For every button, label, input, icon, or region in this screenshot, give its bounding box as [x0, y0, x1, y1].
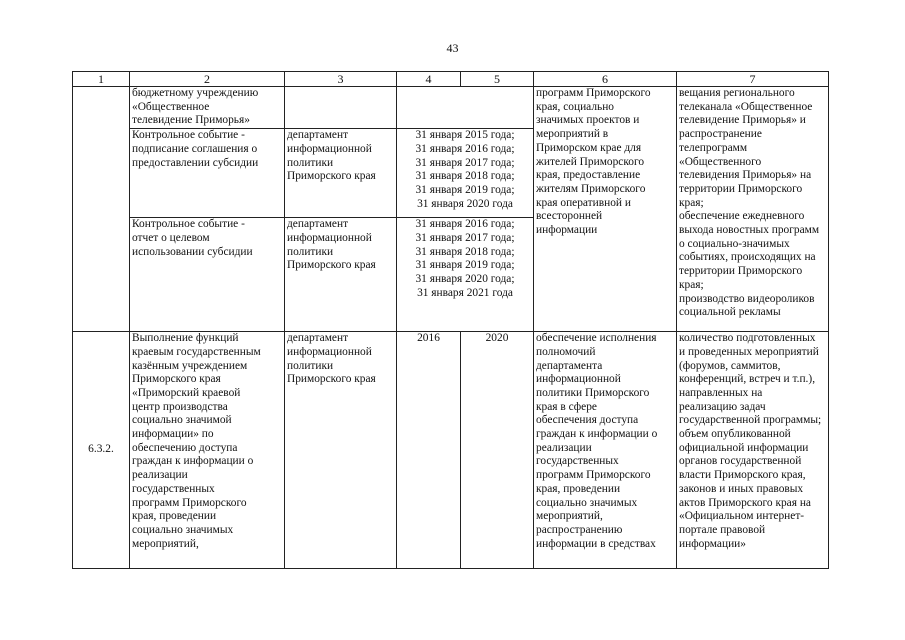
header-col-5: 5 [461, 72, 534, 87]
text-line: Приморском крае для [536, 141, 642, 154]
text-line: «Приморский краевой [132, 386, 241, 399]
text-line: Приморского края [287, 170, 376, 183]
cell-indicators [677, 87, 829, 332]
text-line: политики [287, 156, 334, 169]
text-line: «Общественное [132, 100, 210, 113]
text-line: Контрольное событие - [132, 218, 245, 231]
text-line: направленных на [679, 386, 763, 399]
text-line: жителей Приморского [536, 155, 645, 168]
text-line: департамента [536, 359, 603, 372]
text-line: информации» [679, 537, 746, 550]
cell-measure [130, 332, 285, 569]
text-line: 31 января 2017 года; [415, 156, 515, 169]
text-line: обеспечение ежедневного [679, 210, 805, 223]
text-line: власти Приморского края, [679, 469, 806, 482]
text-line: 31 января 2018 года; [415, 245, 515, 258]
cell-result [534, 87, 677, 332]
text-line: информационной [287, 231, 372, 244]
text-line: территории Приморского [679, 182, 803, 195]
text-line: края; [679, 196, 704, 209]
text-line: 31 января 2020 года; [415, 272, 515, 285]
text-line: Приморского края [287, 373, 376, 386]
text-line: портале правовой [679, 523, 766, 536]
text-line: информации» по [132, 428, 214, 441]
text-line: политики [287, 359, 334, 372]
page-number: 43 [446, 41, 459, 55]
text-line: государственных [536, 455, 619, 468]
cell-measure [130, 129, 285, 218]
text-line: производство видеороликов [679, 292, 815, 305]
text-line: края; [679, 278, 704, 291]
header-col-4: 4 [397, 72, 461, 87]
cell-measure [130, 87, 285, 129]
text-line: актов Приморского края на [679, 496, 811, 509]
text-line: края в сфере [536, 400, 597, 413]
text-line: граждан к информации о [536, 428, 658, 441]
text-line: департамент [287, 218, 349, 231]
text-line: телевидения Приморья» на [679, 169, 812, 182]
text-line: обеспечению доступа [132, 441, 238, 454]
text-line: 31 января 2018 года; [415, 170, 515, 183]
text-line: событиях, происходящих на [679, 251, 816, 264]
text-line: социальной рекламы [679, 306, 781, 319]
text-line: информационной [287, 345, 372, 358]
text-line: территории Приморского [679, 265, 803, 278]
text-line: распространение [679, 128, 762, 141]
cell-number [73, 87, 130, 332]
header-col-3: 3 [285, 72, 397, 87]
text-line: 31 января 2021 года [417, 286, 513, 299]
cell-executor [285, 87, 397, 129]
table-row [73, 332, 829, 569]
text-line: реализации [132, 469, 188, 482]
text-line: «Официальном интернет- [679, 510, 805, 523]
cell-measure [130, 218, 285, 332]
header-col-6: 6 [534, 72, 677, 87]
text-line: использовании субсидии [132, 245, 253, 258]
text-line: телевидение Приморья» [132, 114, 250, 127]
text-line: 31 января 2020 года [417, 197, 513, 210]
text-line: подписание соглашения о [132, 142, 258, 155]
text-line: края, проведении [536, 482, 621, 495]
text-line: бюджетному учреждению [132, 87, 259, 99]
text-line: «Общественного [679, 155, 762, 168]
cell-executor [285, 129, 397, 218]
text-line: 31 января 2015 года; [415, 129, 515, 142]
text-line: Контрольное событие - [132, 129, 245, 142]
text-line: политики Приморского [536, 386, 650, 399]
text-line: граждан к информации о [132, 455, 254, 468]
text-line: информационной [287, 142, 372, 155]
text-line: значимых проектов и [536, 114, 640, 127]
text-line: обеспечения доступа [536, 414, 639, 427]
text-line: края, предоставление [536, 169, 641, 182]
text-line: казённым учреждением [132, 359, 248, 372]
text-line: официальной информации [679, 441, 809, 454]
text-line: мероприятий в [536, 128, 609, 141]
cell-indicators [677, 332, 829, 569]
cell-start-year: 2016 [397, 332, 461, 569]
text-line: краевым государственным [132, 345, 261, 358]
text-line: программ Приморского [132, 496, 247, 509]
text-line: края, проведении [132, 510, 217, 523]
text-line: информации [536, 224, 598, 237]
text-line: обеспечение исполнения [536, 332, 657, 345]
text-line: реализацию задач [679, 400, 766, 413]
text-line: края оперативной и [536, 196, 631, 209]
text-line: о социально-значимых [679, 237, 790, 250]
cell-dates [397, 87, 534, 129]
text-line: 31 января 2019 года; [415, 259, 515, 272]
text-line: и проведенных мероприятий [679, 345, 819, 358]
text-line: мероприятий, [132, 537, 199, 550]
text-line: выхода новостных программ [679, 224, 820, 237]
text-line: объем опубликованной [679, 428, 791, 441]
text-line: органов государственной [679, 455, 802, 468]
text-line: распространению [536, 523, 623, 536]
text-line: мероприятий, [536, 510, 603, 523]
cell-dates [397, 129, 534, 218]
cell-dates [397, 218, 534, 332]
text-line: отчет о целевом [132, 231, 210, 244]
text-line: социально значимых [132, 523, 234, 536]
text-line: предоставлении субсидии [132, 156, 259, 169]
cell-number: 6.3.2. [73, 332, 130, 569]
text-line: вещания регионального [679, 87, 795, 99]
text-line: информационной [536, 373, 621, 386]
text-line: конференций, встреч и т.п.), [679, 373, 816, 386]
text-line: информации в средствах [536, 537, 656, 550]
header-col-7: 7 [677, 72, 829, 87]
cell-executor [285, 332, 397, 569]
text-line: реализации [536, 441, 592, 454]
cell-end-year: 2020 [461, 332, 534, 569]
table-row [73, 87, 829, 129]
text-line: программ Приморского [536, 469, 651, 482]
text-line: края, социально [536, 100, 614, 113]
text-line: департамент [287, 129, 349, 142]
text-line: государственных [132, 482, 215, 495]
text-line: Приморского края [287, 259, 376, 272]
text-line: 31 января 2016 года; [415, 218, 515, 231]
text-line: телевидение Приморья» и [679, 114, 806, 127]
text-line: полномочий [536, 345, 596, 358]
cell-result [534, 332, 677, 569]
text-line: количество подготовленных [679, 332, 816, 345]
cell-executor [285, 218, 397, 332]
header-col-2: 2 [130, 72, 285, 87]
header-row [73, 72, 829, 87]
text-line: социально значимых [536, 496, 638, 509]
text-line: программ Приморского [536, 87, 651, 99]
text-line: телеканала «Общественное [679, 100, 813, 113]
text-line: центр производства [132, 400, 228, 413]
text-line: социально значимой [132, 414, 232, 427]
text-line: департамент [287, 332, 349, 345]
header-col-1: 1 [73, 72, 130, 87]
text-line: всесторонней [536, 210, 603, 223]
text-line: (форумов, саммитов, [679, 359, 781, 372]
text-line: государственной программы; [679, 414, 822, 427]
text-line: законов и иных правовых [679, 482, 804, 495]
program-table [72, 71, 829, 569]
text-line: политики [287, 245, 334, 258]
text-line: жителям Приморского [536, 182, 646, 195]
text-line: 31 января 2017 года; [415, 231, 515, 244]
text-line: телепрограмм [679, 141, 748, 154]
text-line: 31 января 2019 года; [415, 183, 515, 196]
text-line: Выполнение функций [132, 332, 239, 345]
text-line: Приморского края [132, 373, 221, 386]
text-line: 31 января 2016 года; [415, 142, 515, 155]
